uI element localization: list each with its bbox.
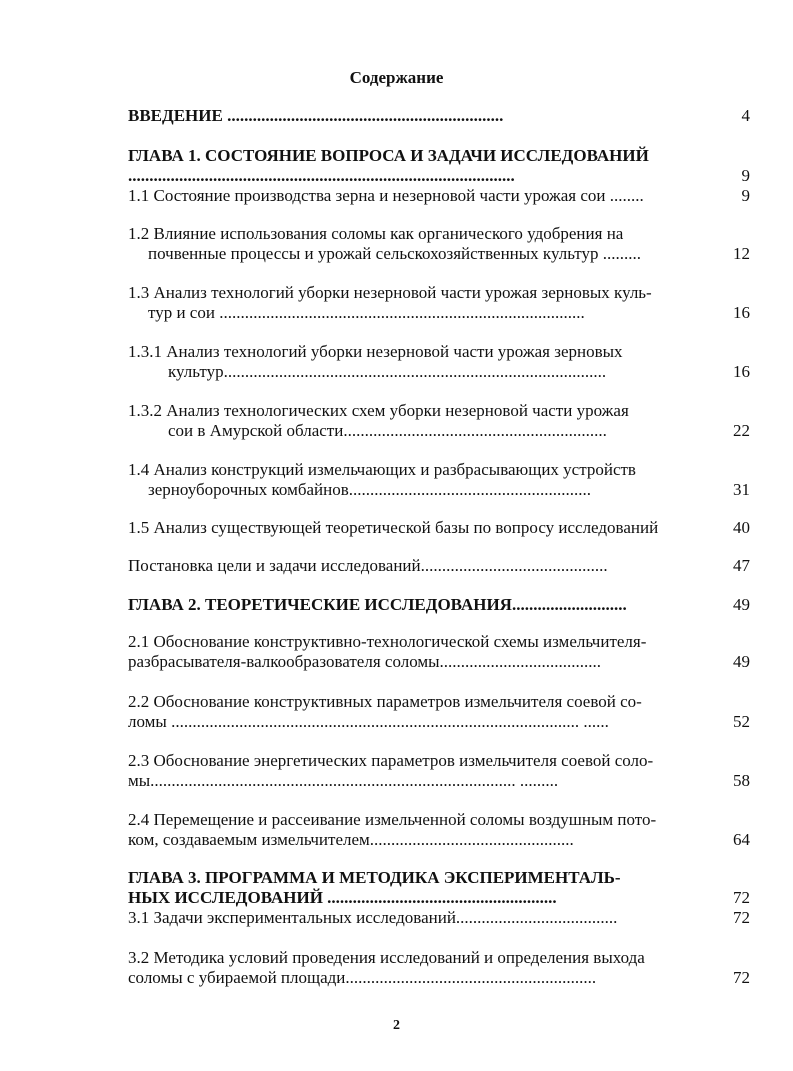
toc-entry-line: 2.1 Обоснование конструктивно-технологической схемы измельчителя- [128, 632, 647, 651]
toc-entry-line: НЫХ ИССЛЕДОВАНИЙ ...................................................... [128, 888, 557, 907]
toc-page-number: 40 [733, 518, 750, 537]
toc-page-number: 49 [733, 595, 750, 614]
toc-entry-line: 3.2 Методика условий проведения исследований и определения выхода [128, 948, 645, 967]
toc-entry-line: почвенные процессы и урожай сельскохозяйственных культур ......... [148, 244, 641, 263]
toc-entry-line: 1.3.2 Анализ технологических схем уборки незерновой части урожая [128, 401, 629, 420]
toc-entry-line: Постановка цели и задачи исследований............................................ [128, 556, 608, 575]
toc-page-number: 49 [733, 652, 750, 671]
toc-entry-line: мы...................................................................................... ......... [128, 771, 559, 790]
toc-entry-line: тур и сои ...................................................................................... [148, 303, 585, 322]
page-number: 2 [393, 1018, 400, 1033]
toc-entry-line: ГЛАВА 1. СОСТОЯНИЕ ВОПРОСА И ЗАДАЧИ ИССЛЕДОВАНИЙ [128, 146, 649, 165]
toc-page-number: 16 [733, 362, 750, 381]
toc-page-number: 47 [733, 556, 750, 575]
toc-entry-line: сои в Амурской области.............................................................. [168, 421, 607, 440]
toc-entry-line: 1.2 Влияние использования соломы как органического удобрения на [128, 224, 624, 243]
toc-page-number: 16 [733, 303, 750, 322]
toc-page-number: 4 [741, 106, 750, 125]
toc-entry-line: разбрасывателя-валкообразователя соломы...................................... [128, 652, 602, 671]
toc-entry-line: культур.......................................................................................... [168, 362, 607, 381]
toc-page-number: 22 [733, 421, 750, 440]
toc-entry-line: 1.3.1 Анализ технологий уборки незерновой части урожая зерновых [128, 342, 623, 361]
toc-entry-line: 2.2 Обоснование конструктивных параметров измельчителя соевой со- [128, 692, 642, 711]
toc-page-number: 52 [733, 712, 750, 731]
toc-entry-line: 1.1 Состояние производства зерна и незерновой части урожая сои ........ [128, 186, 644, 205]
toc-entry-line: 1.4 Анализ конструкций измельчающих и разбрасывающих устройств [128, 460, 636, 479]
toc-entry-line: зерноуборочных комбайнов......................................................... [148, 480, 592, 499]
toc-page-number: 72 [733, 888, 750, 907]
toc-entry-line: 3.1 Задачи экспериментальных исследований...................................... [128, 908, 618, 927]
toc-entry-line: ........................................................................................... [128, 166, 515, 185]
toc-entry-line: ВВЕДЕНИЕ ................................................................. [128, 106, 504, 125]
toc-entry-line: ГЛАВА 3. ПРОГРАММА И МЕТОДИКА ЭКСПЕРИМЕНТАЛЬ- [128, 868, 621, 887]
page-title: Содержание [349, 68, 444, 87]
toc-entry-line: ком, создаваемым измельчителем................................................ [128, 830, 574, 849]
toc-page-number: 9 [741, 166, 750, 185]
toc-entry-line: соломы с убираемой площади........................................................... [128, 968, 597, 987]
toc-entry-line: 1.3 Анализ технологий уборки незерновой части урожая зерновых куль- [128, 283, 652, 302]
toc-page-number: 64 [733, 830, 750, 849]
toc-entry-line: 1.5 Анализ существующей теоретической базы по вопросу исследований [128, 518, 659, 537]
toc-entry-line: 2.4 Перемещение и рассеивание измельченной соломы воздушным пото- [128, 810, 657, 829]
toc-page-number: 12 [733, 244, 750, 263]
toc-entry-line: ломы ................................................................................................ ...... [128, 712, 609, 731]
toc-entry-line: 2.3 Обоснование энергетических параметров измельчителя соевой соло- [128, 751, 654, 770]
toc-page-number: 9 [741, 186, 750, 205]
toc-page-number: 72 [733, 968, 750, 987]
toc-page-number: 72 [733, 908, 750, 927]
toc-page-number: 31 [733, 480, 750, 499]
toc-entry-line: ГЛАВА 2. ТЕОРЕТИЧЕСКИЕ ИССЛЕДОВАНИЯ........................... [128, 595, 627, 614]
toc-page-number: 58 [733, 771, 750, 790]
